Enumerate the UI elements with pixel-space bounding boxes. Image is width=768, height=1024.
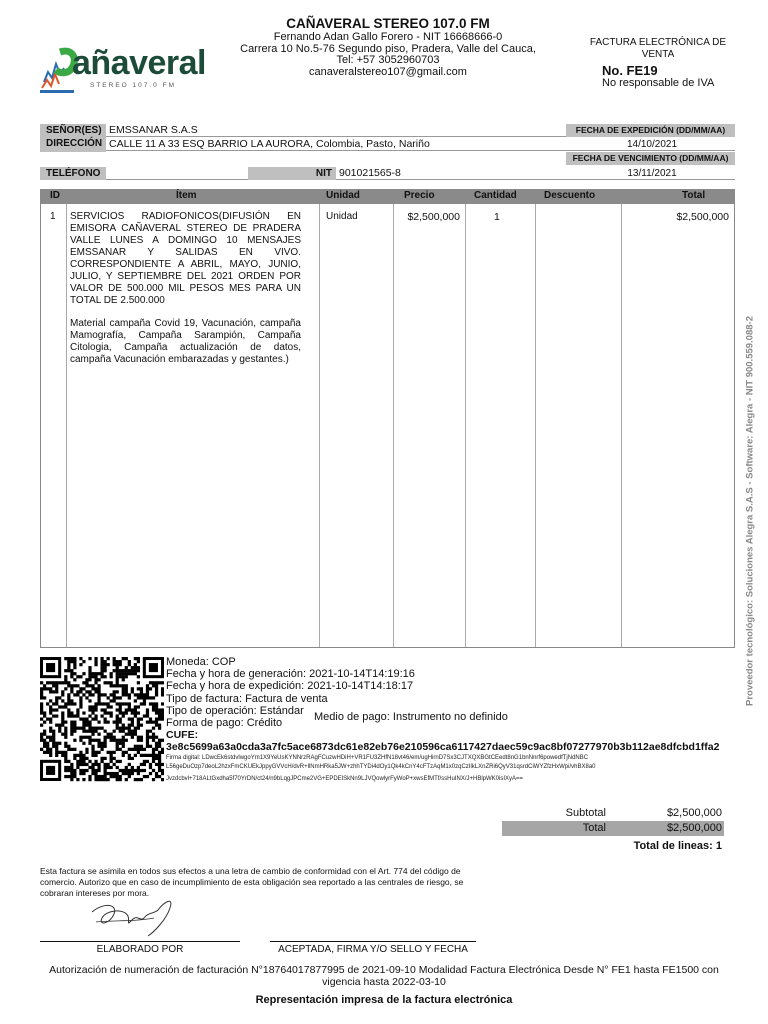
invoice-type-line2: VENTA	[641, 49, 675, 60]
client-phone	[106, 167, 248, 180]
col-divider	[465, 204, 466, 647]
generation-datetime: Fecha y hora de generación: 2021-10-14T14:19:16	[166, 668, 415, 681]
company-name: CAÑAVERAL STEREO 107.0 FM	[286, 16, 490, 31]
cufe-code: CUFE: 3e8c5699a63a0cda3a7fc5ace6873dc61e82eb76e210596ca6117427daec59c9ac8bf07277970b3b112ae8dfcbd1ffa2	[166, 729, 720, 754]
payment-method: Medio de pago: Instrumento no definido	[314, 711, 508, 724]
col-total: Total	[682, 190, 706, 201]
client-block	[40, 124, 735, 182]
subtotal-label: Subtotal	[565, 807, 606, 819]
representation-note: Representación impresa de la factura electrónica	[255, 994, 513, 1006]
due-date: 13/11/2021	[566, 167, 735, 180]
authorization-note: Autorización de numeración de facturación N°18764017877995 de 2021-09-10 Modalidad Factura Electrónica Desde N° FE1 hasta FE1500 con vigencia hasta 2022-03-10	[49, 964, 719, 988]
col-divider	[393, 204, 394, 647]
iva-status: No responsable de IVA	[602, 77, 715, 89]
total-value: $2,500,000	[666, 822, 722, 834]
row-item-extra: Material campaña Covid 19, Vacunación, campaña Mamografía, Campaña Sarampión, Campaña Citologia, Campaña actualización de datos, campaña Vacunación embarazadas y gestantes.)	[70, 318, 301, 365]
label-client-nit: NIT	[248, 167, 336, 180]
company-header	[218, 16, 558, 78]
label-issue-date: FECHA DE EXPEDICIÓN (DD/MM/AA)	[566, 124, 735, 137]
row-price: $2,500,000	[407, 211, 460, 223]
row-qty: 1	[494, 211, 500, 223]
qr-code-icon	[40, 657, 164, 782]
accepted-label: ACEPTADA, FIRMA Y/O SELLO Y FECHA	[278, 944, 468, 955]
total-row	[502, 821, 724, 836]
company-address: Carrera 10 No.5-76 Segundo piso, Pradera, Valle del Cauca,	[240, 42, 536, 55]
operation-type: Tipo de operación: Estándar	[166, 704, 304, 717]
col-divider	[66, 204, 67, 647]
company-owner: Fernando Adan Gallo Forero - NIT 16668666-0	[273, 31, 503, 43]
company-phone: Tel: +57 3052960703	[336, 54, 440, 66]
totals-block	[502, 806, 724, 836]
client-nit: 901021565-8	[336, 167, 566, 180]
currency: Moneda: COP	[166, 656, 236, 668]
client-address: CALLE 11 A 33 ESQ BARRIO LA AURORA, Colombia, Pasto, Nariño	[106, 138, 566, 151]
prepared-by-label: ELABORADO POR	[96, 944, 184, 955]
signature-line	[40, 941, 240, 942]
acceptance-line	[270, 941, 476, 942]
col-divider	[319, 204, 320, 647]
col-price: Precio	[404, 190, 435, 201]
col-divider	[535, 204, 536, 647]
subtotal-value: $2,500,000	[666, 807, 722, 819]
label-client-address: DIRECCIÓN	[40, 137, 106, 152]
client-name: EMSSANAR S.A.S	[106, 124, 566, 137]
row-total: $2,500,000	[676, 211, 729, 223]
invoice-header	[578, 37, 738, 89]
label-client-name: SEÑOR(ES)	[40, 124, 106, 137]
payment-form: Forma de pago: Crédito	[166, 717, 283, 730]
col-discount: Descuento	[544, 190, 596, 201]
invoice-type: Tipo de factura: Factura de venta	[166, 692, 328, 705]
digital-signature-3: Jvzdcbvl+718ALtGxdha5f70YrDN/ct24/n9bLqgJPCme2VG+EPDElSkNn9LJVQowlyrFyWoP+xwsEfMTf/ssHuINX/J+HBlpWK0isIXyA==	[166, 775, 524, 782]
row-item-description: SERVICIOS RADIOFONICOS(DIFUSIÓN EN EMISORA CAÑAVERAL STEREO DE PRADERA VALLE LUNES A DOMINGO 10 MENSAJES EMSSANAR Y SALIDAS EN VIVO. CORRESPONDIENTE A ABRIL, MAYO, JUNIO, JULIO, Y SEPTIEMBRE DEL 2021 ORDEN POR VALOR DE 500.000 MIL PESOS MES PARA UN TOTAL DE 2.500.000	[70, 211, 301, 306]
invoice-type-line1: FACTURA ELECTRÓNICA DE	[589, 37, 727, 48]
total-label: Total	[582, 822, 606, 834]
row-id: 1	[50, 211, 56, 222]
digital-signature-1: Firma digital: LDwcEk6stdvlwgoYm1X9YeUsKYNNrzRAgFCuzwHDiH+VR1FU3ZHfN18vt46/em/ugHirnD7Sx3CJTXQXBGtCEedt8nG1bnNnrf6powedfTjNdNBC	[166, 754, 589, 761]
items-table-header	[40, 189, 735, 204]
col-divider	[621, 204, 622, 647]
subtotal-row	[502, 806, 724, 821]
invoice-number: No. FE19	[602, 63, 658, 78]
label-client-phone: TELÉFONO	[40, 167, 106, 180]
legal-notice: Esta factura se asimila en todos sus efectos a una letra de cambio de conformidad con el Art. 774 del código de comercio. Autorizo que en caso de incumplimiento de esta obligación sea reportado a las centrales de riesgo, se cobraran intereses por mora.	[40, 866, 464, 898]
provider-vertical-text	[744, 292, 756, 730]
row-unit: Unidad	[326, 211, 358, 222]
provider-text: Proveedor tecnológico: Soluciones Alegra S.A.S - Software: Alegra - NIT 900.559.088-2	[744, 316, 756, 706]
company-logo	[38, 44, 210, 96]
signature-icon	[84, 892, 184, 940]
issue-date: 14/10/2021	[566, 138, 735, 151]
col-unit: Unidad	[326, 190, 360, 201]
fiscal-info	[166, 656, 736, 784]
line-count: Total de lineas: 1	[633, 840, 722, 852]
label-due-date: FECHA DE VENCIMIENTO (DD/MM/AA)	[566, 152, 735, 165]
logo-wordmark: añaveral	[72, 44, 206, 82]
logo-tagline: STEREO 107.0 FM	[90, 82, 176, 89]
col-item: Ítem	[176, 190, 197, 201]
col-id: ID	[50, 190, 60, 201]
col-qty: Cantidad	[474, 190, 517, 201]
company-email: canaveralstereo107@gmail.com	[309, 65, 467, 78]
issue-datetime: Fecha y hora de expedición: 2021-10-14T14:18:17	[166, 680, 414, 693]
digital-signature-2: L56geDuOzp7deoL2hzxFmCKUEkJppyGVVcH/dvR+llNmHRka5JW+zhhTYDi4dOy1Qk4kCnY4cFTzAqM1x0zqCzIlkLXnZRi6QyV31qsrdCiWYZfzHxWpi/vhBX8a0	[166, 763, 596, 770]
